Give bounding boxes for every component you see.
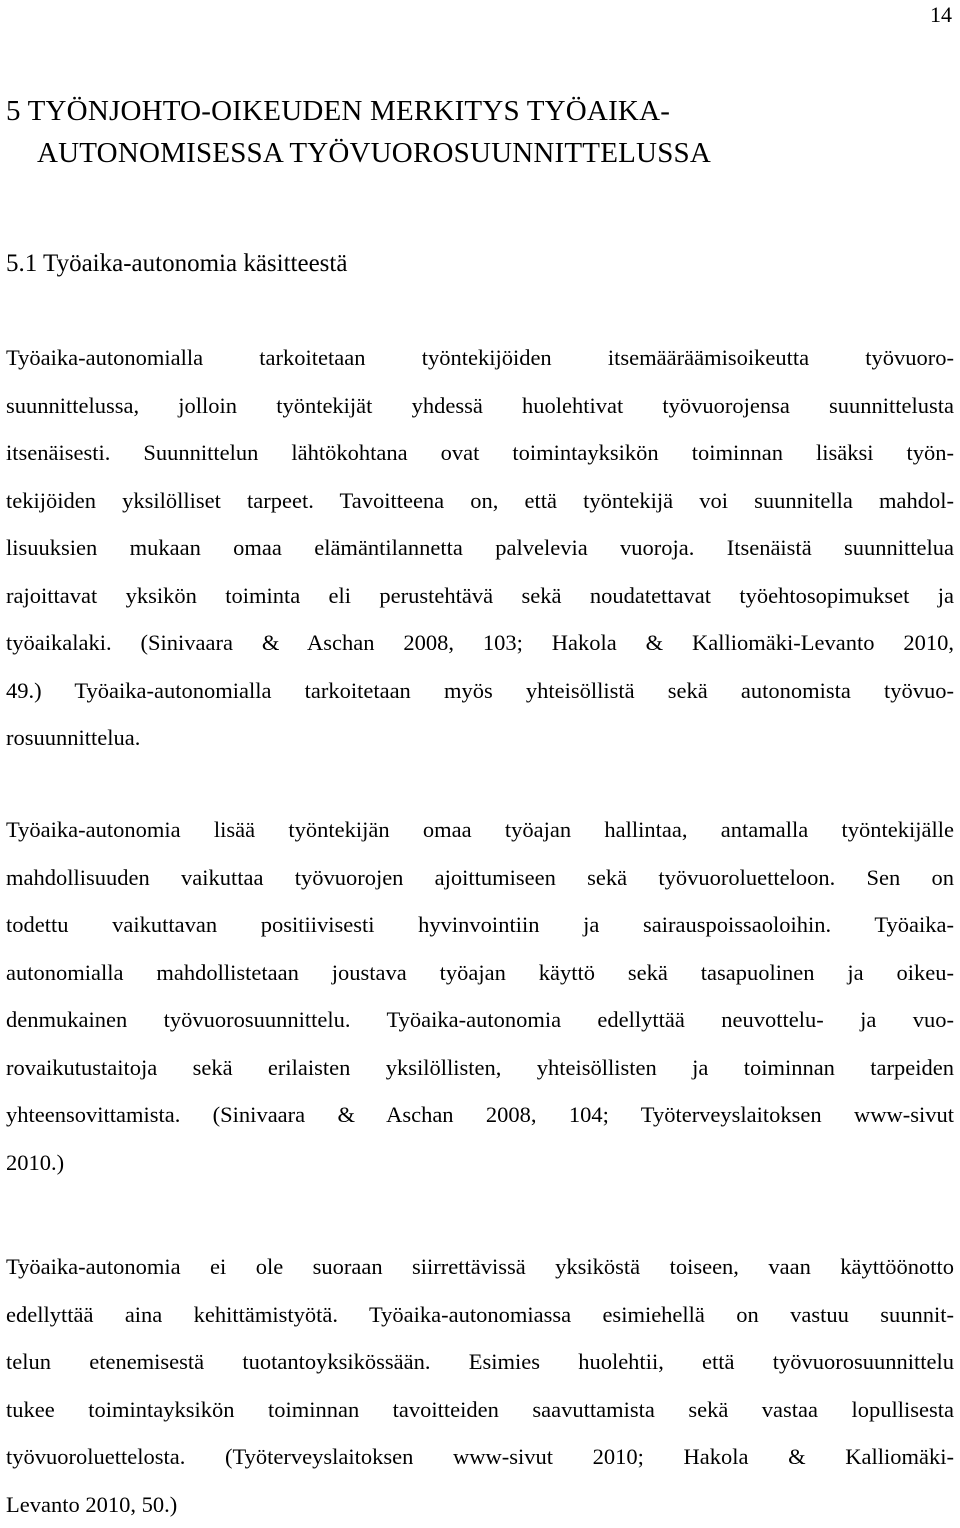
text-line: työvuoroluettelosta. (Työterveyslaitoksen www-sivut 2010; Hakola & Kalliomäki- [6,1433,954,1481]
text-line: 49.) Työaika-autonomialla tarkoitetaan myös yhteisöllistä sekä autonomista työvuo- [6,667,954,715]
text-line: rajoittavat yksikön toiminta eli perustehtävä sekä noudatettavat työehtosopimukset ja [6,572,954,620]
text-line: yhteensovittamista. (Sinivaara & Aschan 2008, 104; Työterveyslaitoksen www-sivut [6,1091,954,1139]
text-line: tukee toimintayksikön toiminnan tavoitteiden saavuttamista sekä vastaa lopullisesta [6,1386,954,1434]
text-line: rovaikutustaitoja sekä erilaisten yksilöllisten, yhteisöllisten ja toiminnan tarpeiden [6,1044,954,1092]
body-paragraph [6,334,954,762]
text-line: Työaika-autonomia ei ole suoraan siirrettävissä yksiköstä toiseen, vaan käyttöönotto [6,1243,954,1291]
body-paragraph [6,1243,954,1528]
text-line: rosuunnittelua. [6,714,954,762]
text-line: tekijöiden yksilölliset tarpeet. Tavoitteena on, että työntekijä voi suunnitella mahdol- [6,477,954,525]
text-line: edellyttää aina kehittämistyötä. Työaika-autonomiassa esimiehellä on vastuu suunnit- [6,1291,954,1339]
text-line: todettu vaikuttavan positiivisesti hyvinvointiin ja sairauspoissaoloihin. Työaika- [6,901,954,949]
page-number: 14 [930,2,952,28]
text-line: mahdollisuuden vaikuttaa työvuorojen ajoittumiseen sekä työvuoroluetteloon. Sen on [6,854,954,902]
text-line: suunnittelussa, jolloin työntekijät yhdessä huolehtivat työvuorojensa suunnittelusta [6,382,954,430]
chapter-heading-line: 5 TYÖNJOHTO-OIKEUDEN MERKITYS TYÖAIKA- [6,90,711,132]
section-heading: 5.1 Työaika-autonomia käsitteestä [6,244,347,284]
chapter-heading [6,90,711,174]
text-line: Levanto 2010, 50.) [6,1481,954,1528]
text-line: työaikalaki. (Sinivaara & Aschan 2008, 103; Hakola & Kalliomäki-Levanto 2010, [6,619,954,667]
text-line: lisuuksien mukaan omaa elämäntilannetta palvelevia vuoroja. Itsenäistä suunnittelua [6,524,954,572]
text-line: autonomialla mahdollistetaan joustava työajan käyttö sekä tasapuolinen ja oikeu- [6,949,954,997]
text-line: 2010.) [6,1139,954,1187]
text-line: itsenäisesti. Suunnittelun lähtökohtana ovat toimintayksikön toiminnan lisäksi työn- [6,429,954,477]
text-line: Työaika-autonomialla tarkoitetaan työntekijöiden itsemääräämisoikeutta työvuoro- [6,334,954,382]
text-line: telun etenemisestä tuotantoyksikössään. Esimies huolehtii, että työvuorosuunnittelu [6,1338,954,1386]
text-line: denmukainen työvuorosuunnittelu. Työaika-autonomia edellyttää neuvottelu- ja vuo- [6,996,954,1044]
body-paragraph [6,806,954,1186]
text-line: Työaika-autonomia lisää työntekijän omaa työajan hallintaa, antamalla työntekijälle [6,806,954,854]
chapter-heading-line: AUTONOMISESSA TYÖVUOROSUUNNITTELUSSA [6,132,711,174]
